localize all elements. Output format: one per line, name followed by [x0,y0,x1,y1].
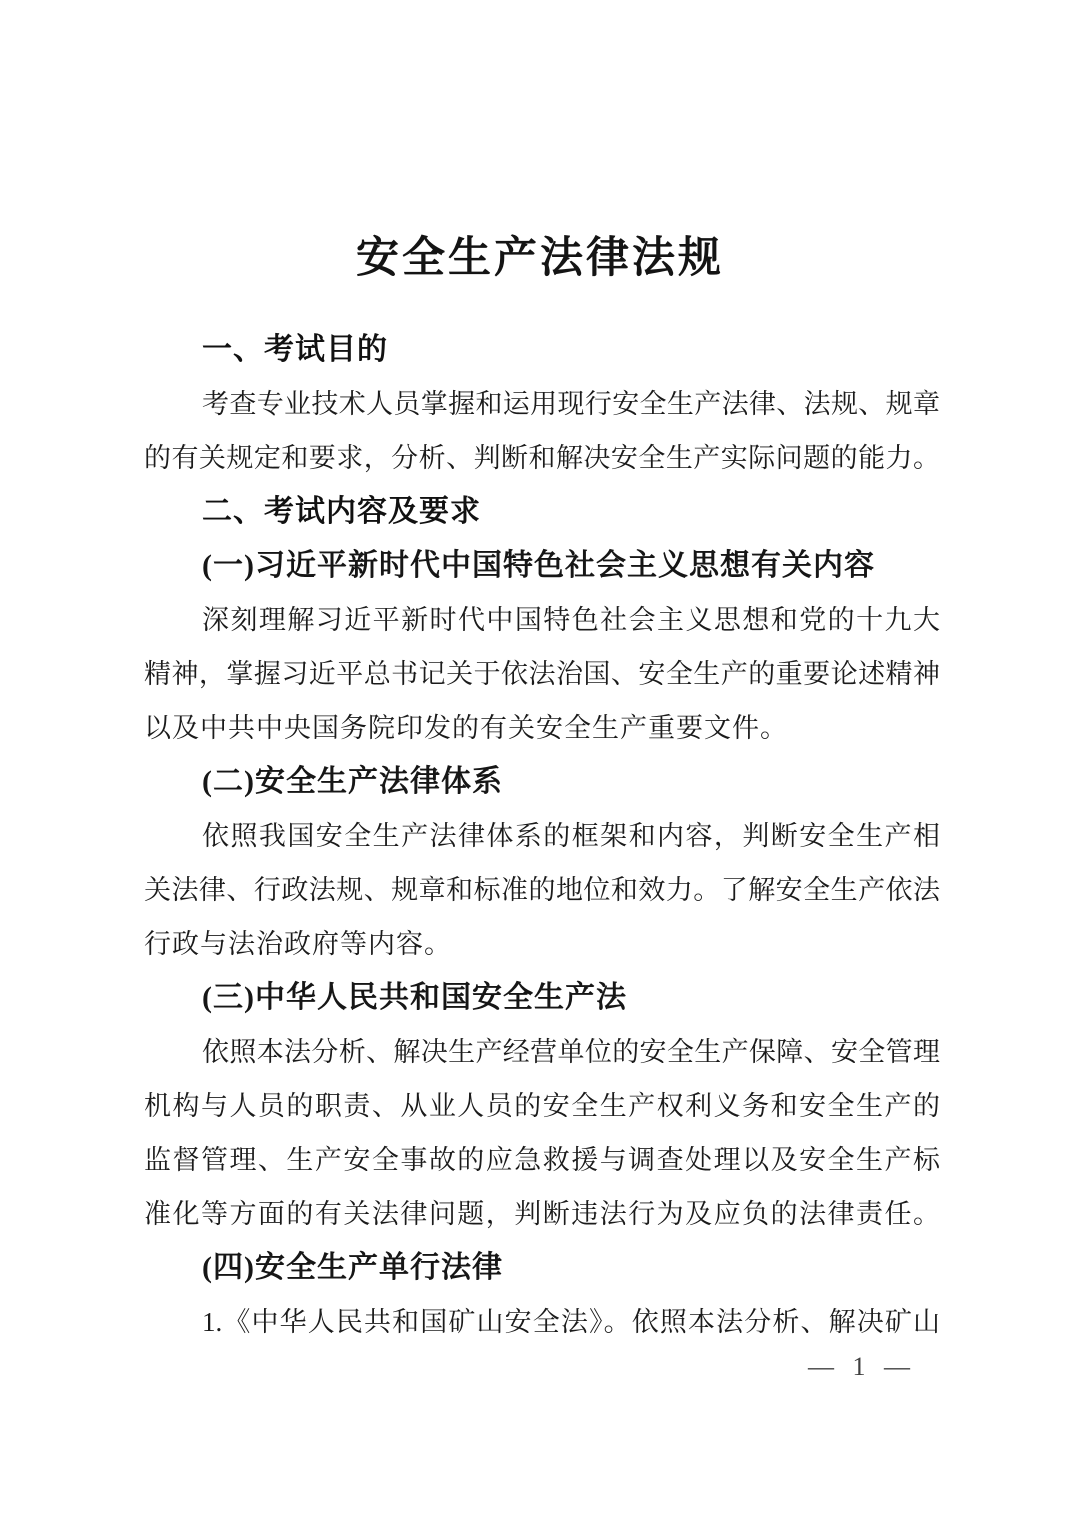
paragraph-line: 行政与法治政府等内容。 [144,929,452,959]
paragraph-line: 的有关规定和要求，分析、判断和解决安全生产实际问题的能力。 [144,443,940,473]
paragraph-line: 监督管理、生产安全事故的应急救援与调查处理以及安全生产标 [144,1145,940,1175]
page-number: — 1 — [808,1352,916,1381]
paragraph-line: 考查专业技术人员掌握和运用现行安全生产法律、法规、规章 [202,389,940,419]
paragraph-line: 1.《中华人民共和国矿山安全法》。依照本法分析、解决矿山 [202,1307,940,1337]
paragraph-line: 依照本法分析、解决生产经营单位的安全生产保障、安全管理 [202,1037,940,1067]
subheading-4: (四)安全生产单行法律 [202,1251,503,1284]
paragraph-line: 深刻理解习近平新时代中国特色社会主义思想和党的十九大 [202,605,940,635]
subheading-3: (三)中华人民共和国安全生产法 [202,981,627,1014]
document-title: 安全生产法律法规 [356,235,724,282]
heading-exam-purpose: 一、考试目的 [202,333,388,366]
paragraph-line: 机构与人员的职责、从业人员的安全生产权利义务和安全生产的 [144,1091,940,1121]
subheading-1: (一)习近平新时代中国特色社会主义思想有关内容 [202,549,875,582]
paragraph-line: 依照我国安全生产法律体系的框架和内容，判断安全生产相 [202,821,940,851]
heading-exam-content-requirements: 二、考试内容及要求 [202,495,481,528]
paragraph-line: 精神，掌握习近平总书记关于依法治国、安全生产的重要论述精神 [144,659,940,689]
paragraph-line: 准化等方面的有关法律问题，判断违法行为及应负的法律责任。 [144,1199,940,1229]
document-body [144,323,940,1349]
subheading-2: (二)安全生产法律体系 [202,765,503,798]
paragraph-line: 关法律、行政法规、规章和标准的地位和效力。了解安全生产依法 [144,875,940,905]
paragraph-line: 以及中共中央国务院印发的有关安全生产重要文件。 [144,713,788,743]
